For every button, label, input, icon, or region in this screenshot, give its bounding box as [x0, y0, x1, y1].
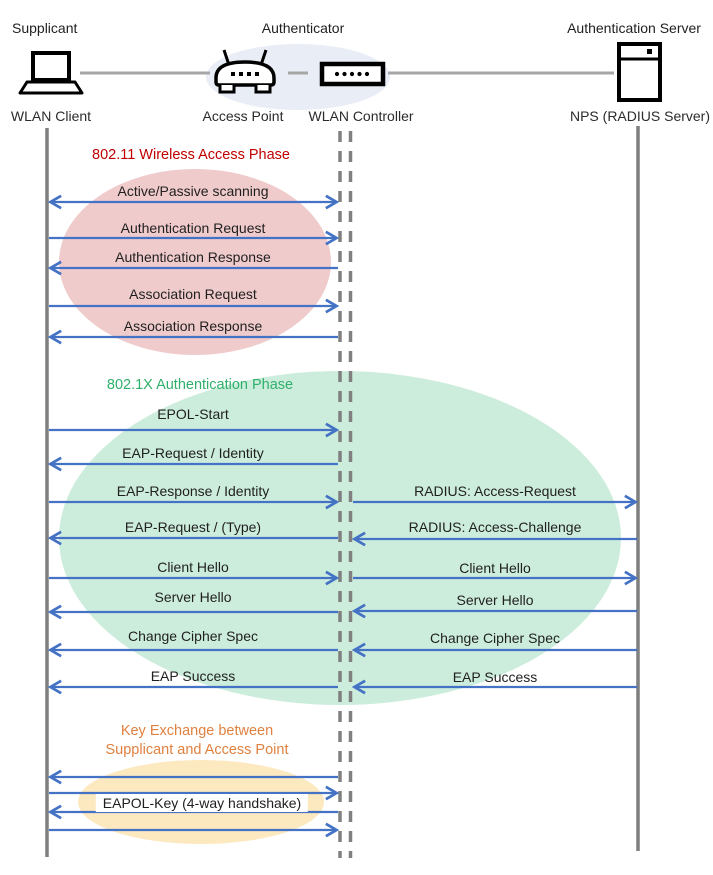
device-access-point: Access Point — [202, 108, 284, 124]
phase-title-key-exchange-line2: Supplicant and Access Point — [105, 742, 289, 758]
device-nps-radius-server: NPS (RADIUS Server) — [569, 108, 711, 124]
msg-eap-success-right: EAP Success — [452, 669, 538, 685]
msg-active-passive-scanning: Active/Passive scanning — [117, 183, 269, 199]
phase-title-key-exchange-line1: Key Exchange between — [120, 723, 274, 739]
role-supplicant: Supplicant — [12, 20, 78, 36]
wlan-controller-icon — [322, 64, 383, 84]
msg-server-hello-right: Server Hello — [456, 592, 534, 608]
msg-authentication-request: Authentication Request — [120, 220, 266, 236]
msg-eap-response-identity: EAP-Response / Identity — [116, 483, 270, 499]
msg-eap-request-identity: EAP-Request / Identity — [122, 445, 264, 461]
msg-eapol-key-4way-handshake: EAPOL-Key (4-way handshake) — [96, 794, 308, 812]
phase-title-key-exchange — [106, 722, 289, 760]
role-authenticator: Authenticator — [261, 20, 345, 36]
msg-radius-access-request: RADIUS: Access-Request — [414, 483, 576, 499]
server-icon — [619, 44, 660, 100]
msg-association-response: Association Response — [123, 318, 263, 334]
role-authentication-server: Authentication Server — [567, 20, 701, 36]
msg-epol-start: EPOL-Start — [157, 406, 229, 422]
msg-eap-success-left: EAP Success — [150, 668, 236, 684]
msg-change-cipher-spec-left: Change Cipher Spec — [128, 628, 258, 644]
msg-radius-access-challenge: RADIUS: Access-Challenge — [408, 519, 582, 535]
laptop-icon — [20, 53, 82, 93]
msg-client-hello-right: Client Hello — [459, 560, 531, 576]
device-wlan-client: WLAN Client — [10, 108, 92, 124]
msg-client-hello-left: Client Hello — [157, 559, 229, 575]
phase-title-802-11: 802.11 Wireless Access Phase — [92, 147, 290, 163]
device-wlan-controller: WLAN Controller — [308, 108, 414, 124]
msg-change-cipher-spec-right: Change Cipher Spec — [430, 630, 560, 646]
msg-eap-request-type: EAP-Request / (Type) — [124, 519, 262, 535]
phase-title-802-1x: 802.1X Authentication Phase — [106, 377, 294, 393]
msg-authentication-response: Authentication Response — [115, 249, 271, 265]
msg-association-request: Association Request — [129, 286, 257, 302]
msg-server-hello-left: Server Hello — [154, 589, 232, 605]
